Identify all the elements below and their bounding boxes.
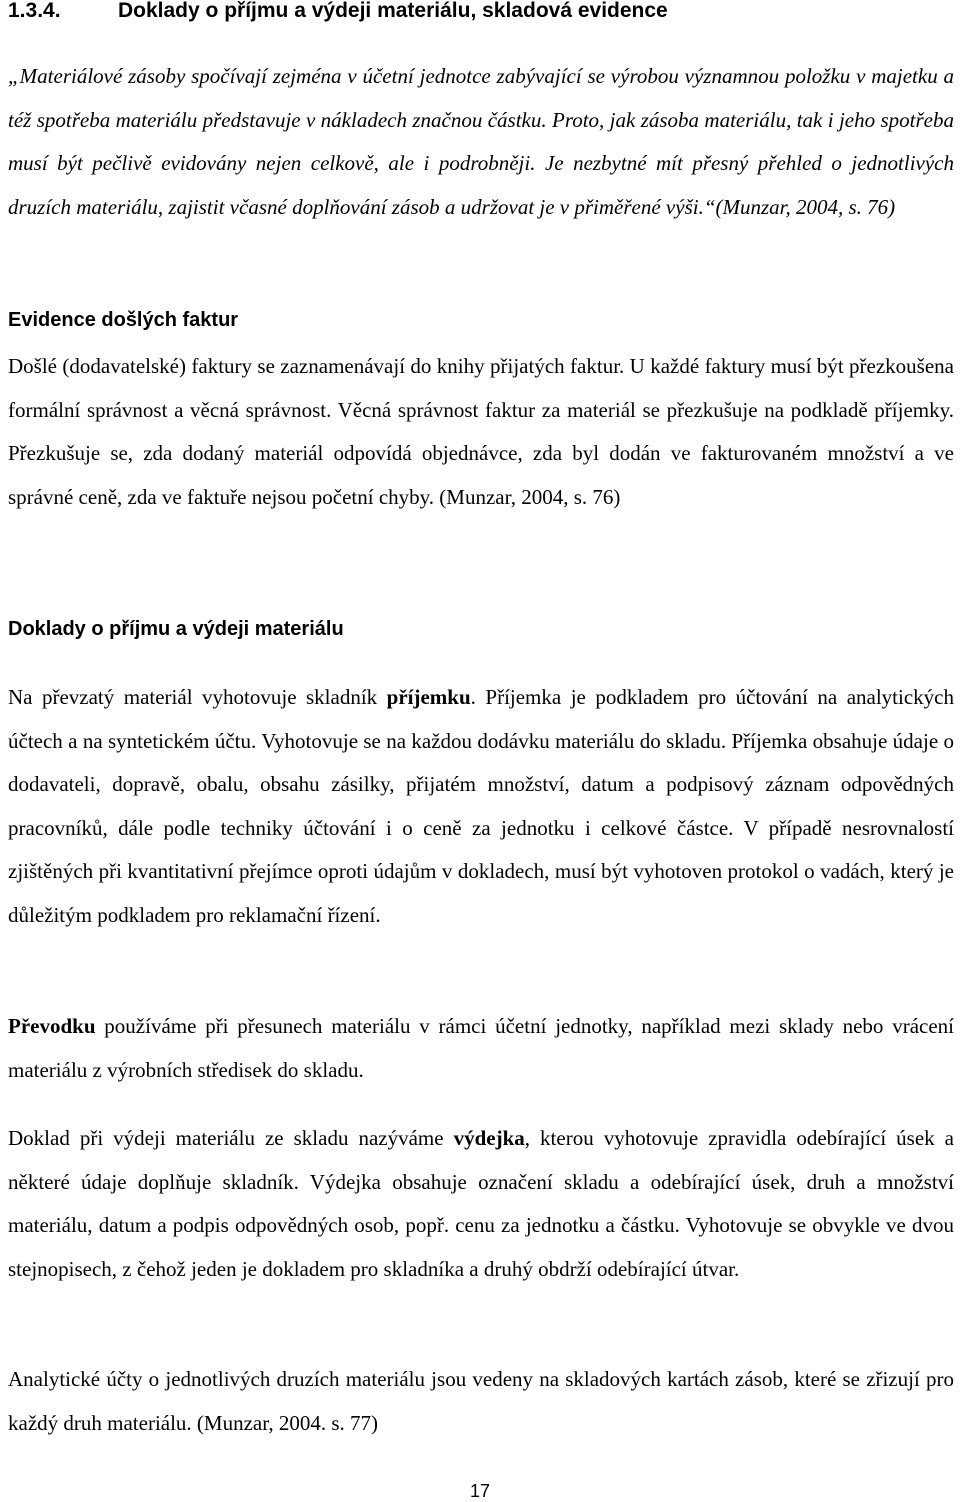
transfer-term: Převodku	[8, 1014, 96, 1038]
issue-paragraph	[8, 1117, 954, 1291]
page-number: 17	[469, 1481, 491, 1501]
transfer-text: používáme při přesunech materiálu v rámci účetní jednotky, například mezi sklady nebo vrácení materiálu z výrobních středisek do skladu.	[8, 1014, 954, 1082]
section-title: Doklady o příjmu a výdeji materiálu, skladová evidence	[118, 0, 668, 22]
accounts-paragraph: Analytické účty o jednotlivých druzích materiálu jsou vedeny na skladových kartách zásob, které se zřizují pro každý druh materiálu. (Munzar, 2004. s. 77)	[8, 1367, 954, 1435]
transfer-paragraph	[8, 1005, 954, 1092]
receipt-text-start: Na převzatý materiál vyhotovuje skladník	[8, 685, 387, 709]
documents-heading: Doklady o příjmu a výdeji materiálu	[8, 618, 344, 640]
receipt-term: příjemku	[386, 685, 471, 709]
section-heading	[8, 0, 954, 28]
quote-paragraph: „Materiálové zásoby spočívají zejména v účetní jednotce zabývající se výrobou významnou položku v majetku a též spotřeba materiálu představuje v nákladech značnou částku. Proto, jak zásoba materiálu, tak i jeho spotřeba musí být pečlivě evidovány nejen celkově, ale i podrobněji. Je nezbytné mít přesný přehled o jednotlivých druzích materiálu, zajistit včasné doplňování zásob a udržovat je v přiměřené výši.“(Munzar, 2004, s. 76)	[8, 64, 954, 219]
invoices-paragraph: Došlé (dodavatelské) faktury se zaznamenávají do knihy přijatých faktur. U každé faktury musí být přezkoušena formální správnost a věcná správnost. Věcná správnost faktur za materiál se přezkušuje na podkladě příjemky. Přezkušuje se, zda dodaný materiál odpovídá objednávce, zda byl dodán ve fakturovaném množství a ve správné ceně, zda ve faktuře nejsou početní chyby. (Munzar, 2004, s. 76)	[8, 354, 954, 509]
receipt-text-rest: . Příjemka je podkladem pro účtování na analytických účtech a na syntetickém účtu. Vyhotovuje se na každou dodávku materiálu do skladu. Příjemka obsahuje údaje o dodavateli, dopravě, obalu, obsahu zásilky, přijatém množství, datum a podpisový záznam odpovědných pracovníků, dále podle techniky účtování i o ceně za jednotku i celkové částce. V případě nesrovnalostí zjištěných při kvantitativní přejímce oproti údajům v dokladech, musí být vyhotoven protokol o vadách, který je důležitým podkladem pro reklamační řízení.	[8, 685, 954, 927]
section-number: 1.3.4.	[8, 0, 61, 22]
issue-text-start: Doklad při výdeji materiálu ze skladu nazýváme	[8, 1126, 454, 1150]
issue-term: výdejka	[453, 1126, 525, 1150]
receipt-paragraph	[8, 676, 954, 937]
issue-text-rest: , kterou vyhotovuje zpravidla odebírající úsek a některé údaje doplňuje skladník. Výdejka obsahuje označení skladu a odebírající úsek, druh a množství materiálu, datum a podpis odpovědných osob, popř. cenu za jednotku a částku. Vyhotovuje se obvykle ve dvou stejnopisech, z čehož jeden je dokladem pro skladníka a druhý obdrží odebírající útvar.	[8, 1126, 954, 1281]
invoices-heading: Evidence došlých faktur	[8, 309, 239, 331]
